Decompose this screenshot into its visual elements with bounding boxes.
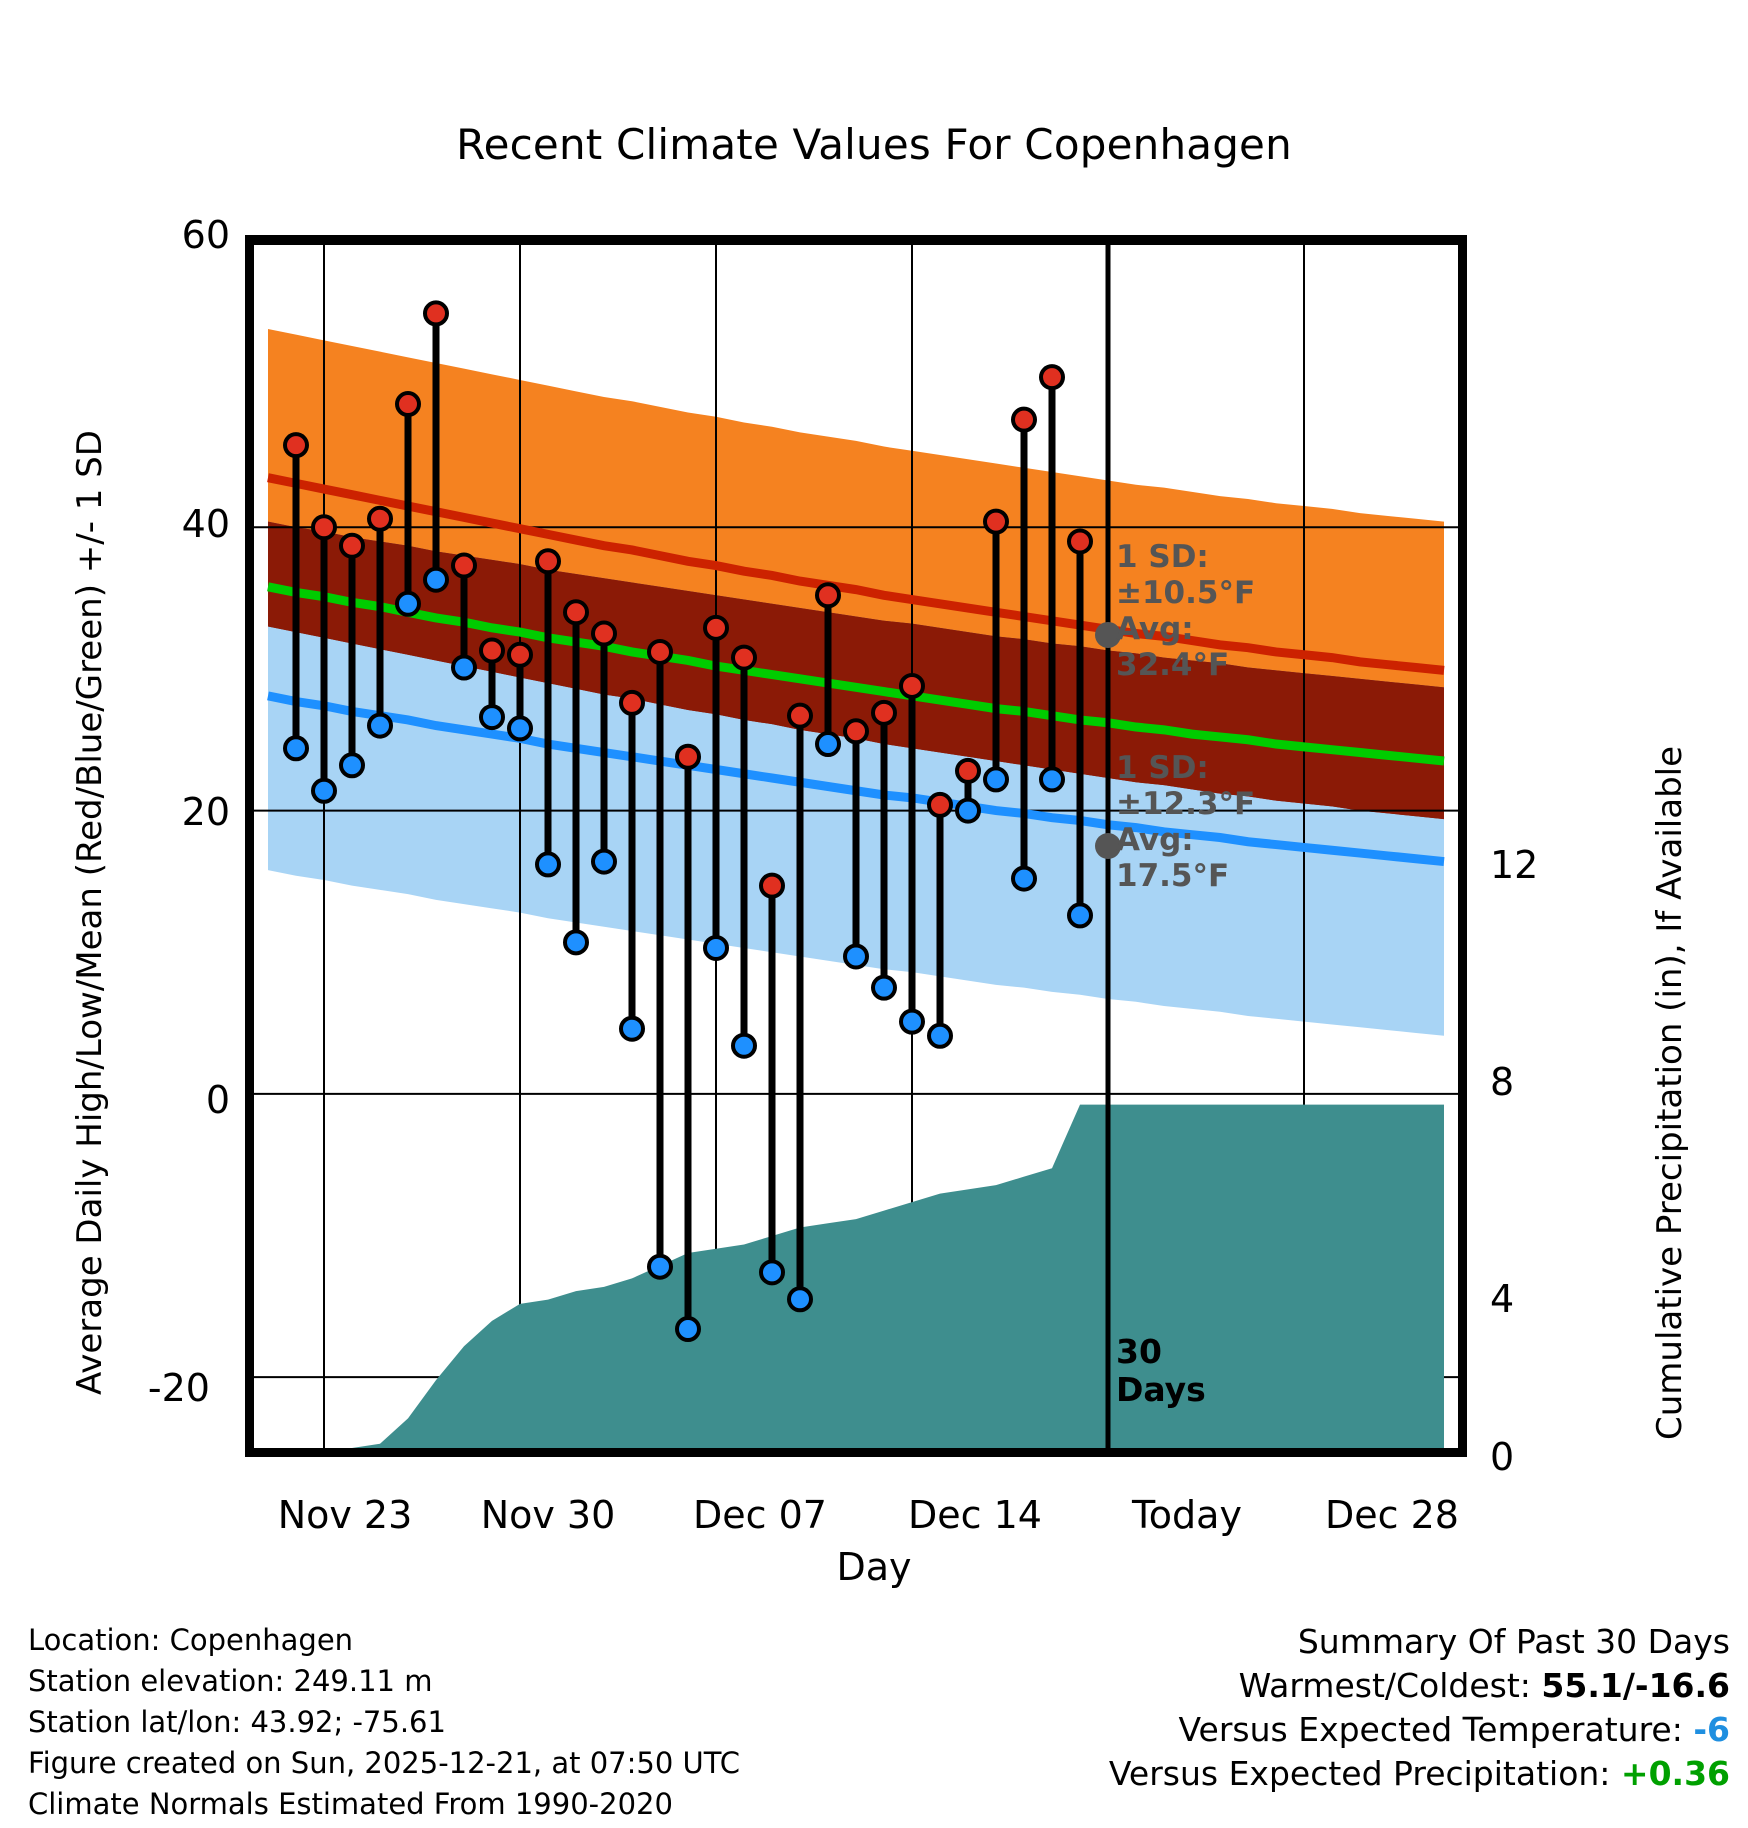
y-tick-0: 0 (205, 1078, 230, 1122)
svg-text:Avg:: Avg: (1116, 822, 1194, 858)
svg-text:Days: Days (1116, 1370, 1206, 1410)
x-tick-today: Today (1132, 1493, 1242, 1537)
y-tick-right-12: 12 (1490, 843, 1539, 887)
y-tick-60: 60 (181, 213, 230, 257)
y-axis-label-right: Cumulative Precipitation (in), If Available (1650, 745, 1690, 1440)
page-title: Recent Climate Values For Copenhagen (456, 120, 1292, 169)
x-tick-nov-23: Nov 23 (277, 1493, 413, 1537)
warmest-coldest-label: Warmest/Coldest: (1238, 1666, 1531, 1705)
versus-temperature-row (1109, 1708, 1730, 1752)
svg-text:17.5°F: 17.5°F (1116, 858, 1230, 894)
footer-location: Location: Copenhagen (28, 1623, 354, 1657)
warmest-coldest-row (1109, 1664, 1730, 1708)
svg-text:32.4°F: 32.4°F (1116, 646, 1230, 683)
x-axis-label: Day (836, 1545, 912, 1589)
chart-svg (254, 244, 1458, 1448)
footer-right (1109, 1620, 1730, 1796)
versus-temperature-value: -6 (1693, 1710, 1730, 1749)
footer-latlon: Station lat/lon: 43.92; -75.61 (28, 1705, 446, 1739)
svg-text:30: 30 (1116, 1332, 1162, 1372)
footer-elevation: Station elevation: 249.11 m (28, 1664, 433, 1698)
footer-created: Figure created on Sun, 2025-12-21, at 07:50 UTC (28, 1746, 741, 1780)
versus-precipitation-row (1109, 1752, 1730, 1796)
x-tick-nov-30: Nov 30 (480, 1493, 616, 1537)
warmest-coldest-value: 55.1/-16.6 (1541, 1666, 1730, 1705)
svg-text:1 SD:: 1 SD: (1116, 750, 1209, 786)
summary-heading: Summary Of Past 30 Days (1297, 1622, 1730, 1661)
x-tick-dec-28: Dec 28 (1325, 1493, 1459, 1537)
y-tick-right-0: 0 (1490, 1435, 1515, 1479)
y-tick-40: 40 (181, 502, 230, 546)
y-tick-right-8: 8 (1490, 1060, 1515, 1104)
svg-text:1 SD:: 1 SD: (1116, 538, 1209, 575)
svg-text:±12.3°F: ±12.3°F (1116, 786, 1256, 822)
x-tick-dec-14: Dec 14 (908, 1493, 1042, 1537)
y-axis-label-left: Average Daily High/Low/Mean (Red/Blue/Green) +/- 1 SD (70, 430, 110, 1395)
footer-normals: Climate Normals Estimated From 1990-2020 (28, 1787, 673, 1821)
svg-text:Avg:: Avg: (1116, 610, 1194, 647)
x-tick-dec-07: Dec 07 (693, 1493, 827, 1537)
footer-left (28, 1620, 740, 1825)
versus-temperature-label: Versus Expected Temperature: (1178, 1710, 1683, 1749)
y-tick-minus20: -20 (147, 1366, 210, 1410)
y-tick-right-4: 4 (1490, 1277, 1515, 1321)
y-tick-20: 20 (181, 790, 230, 834)
svg-text:±10.5°F: ±10.5°F (1116, 574, 1256, 611)
chart-plot-area (245, 235, 1467, 1457)
versus-precipitation-label: Versus Expected Precipitation: (1108, 1754, 1611, 1793)
versus-precipitation-value: +0.36 (1620, 1754, 1730, 1793)
